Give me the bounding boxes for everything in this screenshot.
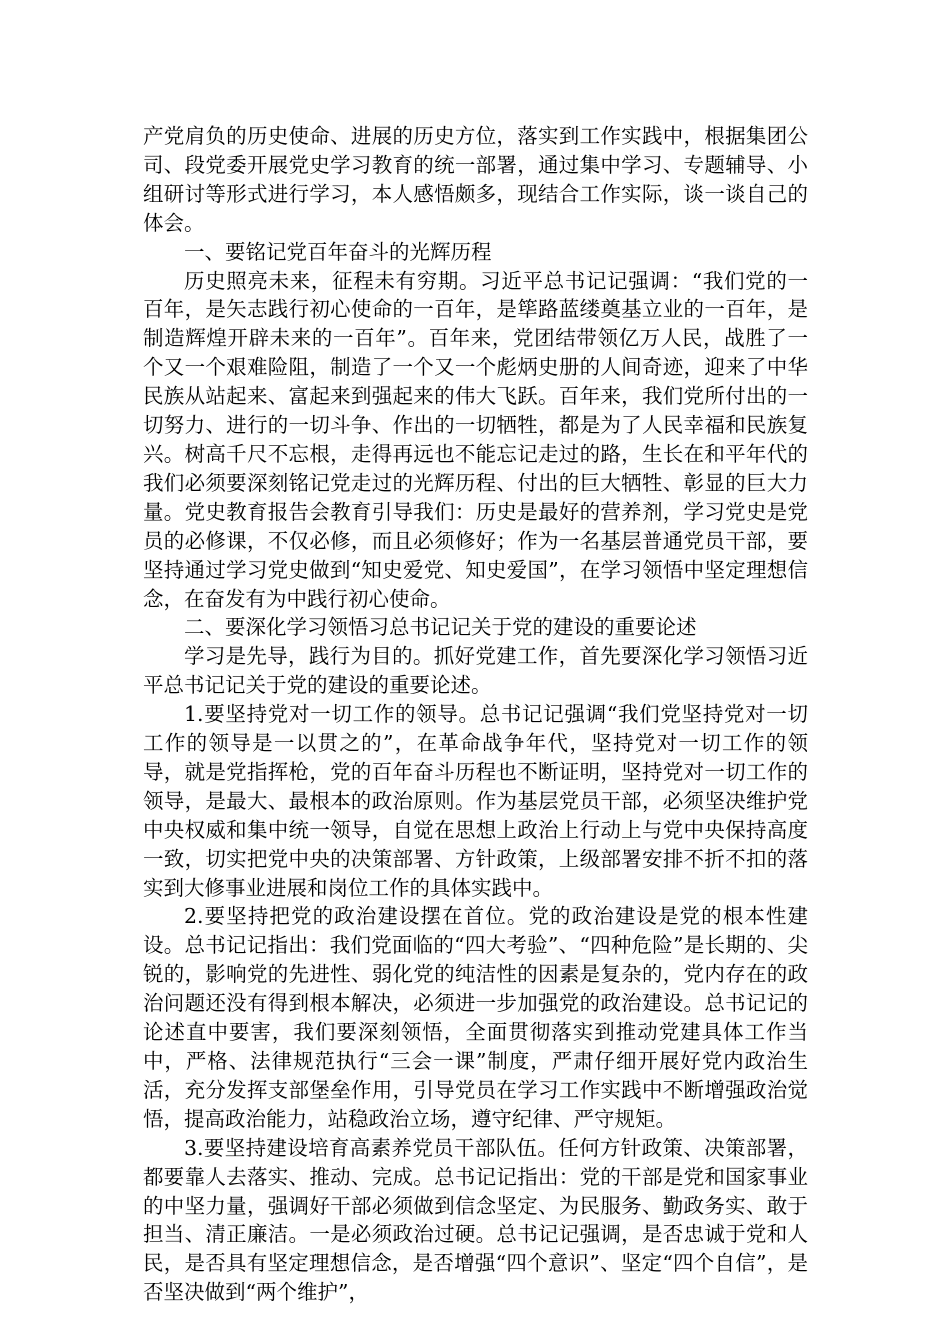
section-heading-two: 二、要深化学习领悟习总书记记关于党的建设的重要论述 <box>184 615 697 640</box>
paragraph-continuation: 产党肩负的历史使命、进展的历史方位，落实到工作实践中，根据集团公司、段党委开展党史学习教育的统一部署，通过集中学习、专题辅导、小组研讨等形式进行学习，本人感悟颇多，现结合工作实际，谈一谈自己的体会。 <box>143 124 808 235</box>
paragraph-point-three: 3.要坚持建设培育高素养党员干部队伍。任何方针政策、决策部署，都要靠人去落实、推动、完成。总书记记指出：党的干部是党和国家事业的中坚力量，强调好干部必须做到信念坚定、为民服务、勤政务实、敢于担当、清正廉洁。一是必须政治过硬。总书记记强调，是否忠诚于党和人民，是否具有坚定理想信念，是否增强“四个意识”、坚定“四个自信”，是否坚决做到“两个维护”， <box>143 1135 808 1305</box>
paragraph-history: 历史照亮未来，征程未有穷期。习近平总书记记强调：“我们党的一百年，是矢志践行初心使命的一百年，是筚路蓝缕奠基立业的一百年，是制造辉煌开辟未来的一百年”。百年来，党团结带领亿万人民，战胜了一个又一个艰难险阻，制造了一个又一个彪炳史册的人间奇迹，迎来了中华民族从站起来、富起来到强起来的伟大飞跃。百年来，我们党所付出的一切努力、进行的一切斗争、作出的一切牺牲，都是为了人民幸福和民族复兴。树高千尺不忘根，走得再远也不能忘记走过的路，生长在和平年代的我们必须要深刻铭记党走过的光辉历程、付出的巨大牺牲、彰显的巨大力量。党史教育报告会教育引导我们：历史是最好的营养剂，学习党史是党员的必修课，不仅必修，而且必须修好；作为一名基层普通党员干部，要坚持通过学习党史做到“知史爱党、知史爱国”，在学习领悟中坚定理想信念，在奋发有为中践行初心使命。 <box>143 268 808 611</box>
paragraph-point-one: 1.要坚持党对一切工作的领导。总书记记强调“我们党坚持党对一切工作的领导是一以贯之的”，在革命战争年代，坚持党对一切工作的领导，就是党指挥枪，党的百年奋斗历程也不断证明，坚持党对一切工作的领导，是最大、最根本的政治原则。作为基层党员干部，必须坚决维护党中央权威和集中统一领导，自觉在思想上政治上行动上与党中央保持高度一致，切实把党中央的决策部署、方针政策，上级部署安排不折不扣的落实到大修事业进展和岗位工作的具体实践中。 <box>143 702 808 900</box>
document-page <box>143 122 808 1307</box>
paragraph-point-two: 2.要坚持把党的政治建设摆在首位。党的政治建设是党的根本性建设。总书记记指出：我们党面临的“四大考验”、“四种危险”是长期的、尖锐的，影响党的先进性、弱化党的纯洁性的因素是复杂的，党内存在的政治问题还没有得到根本解决，必须进一步加强党的政治建设。总书记记的论述直中要害，我们要深刻领悟，全面贯彻落实到推动党建具体工作当中，严格、法律规范执行“三会一课”制度，严肃仔细开展好党内政治生活，充分发挥支部堡垒作用，引导党员在学习工作实践中不断增强政治觉悟，提高政治能力，站稳政治立场，遵守纪律、严守规矩。 <box>143 904 808 1131</box>
section-heading-one: 一、要铭记党百年奋斗的光辉历程 <box>184 239 492 264</box>
paragraph-study-intro: 学习是先导，践行为目的。抓好党建工作，首先要深化学习领悟习近平总书记记关于党的建设的重要论述。 <box>143 644 808 698</box>
